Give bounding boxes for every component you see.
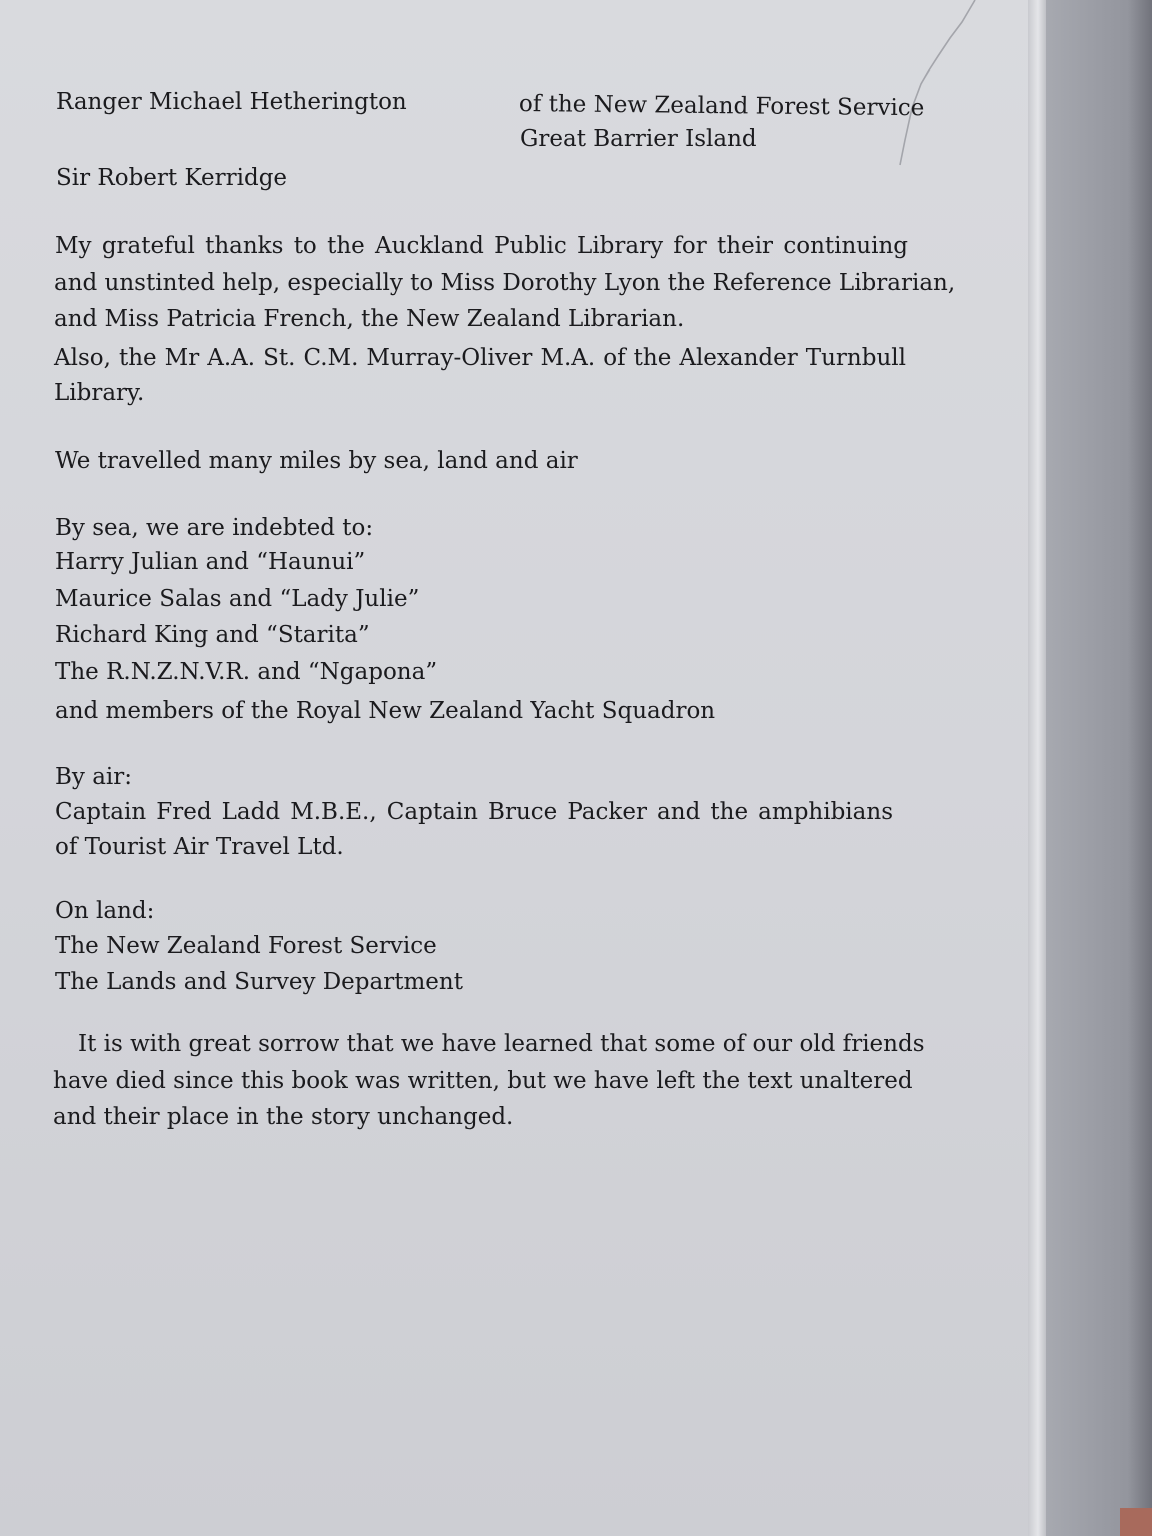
closing-line-1: It is with great sorrow that we have learned that some of our old friends	[78, 1031, 925, 1057]
library-line-4: Also, the Mr A.A. St. C.M. Murray-Oliver M.A. of the Alexander Turnbull	[54, 345, 906, 371]
ranger-name: Ranger Michael Hetherington	[56, 89, 407, 115]
spine-shadow	[1128, 0, 1152, 1536]
ranger-affiliation-line2: Great Barrier Island	[520, 126, 757, 152]
sir-name: Sir Robert Kerridge	[56, 165, 288, 191]
cover-corner	[1120, 1508, 1152, 1536]
on-land-item-1: The New Zealand Forest Service	[55, 933, 437, 959]
closing-line-2: have died since this book was written, but we have left the text unaltered	[53, 1068, 913, 1094]
by-sea-item-3: Richard King and “Starita”	[55, 622, 370, 648]
by-air-line-1: Captain Fred Ladd M.B.E., Captain Bruce Packer and the amphibians	[55, 799, 893, 825]
by-air-heading: By air:	[55, 764, 133, 790]
library-line-5: Library.	[54, 380, 145, 406]
library-line-2: and unstinted help, especially to Miss Dorothy Lyon the Reference Librarian,	[54, 270, 956, 296]
by-sea-item-4: The R.N.Z.N.V.R. and “Ngapona”	[55, 659, 438, 685]
travel-intro: We travelled many miles by sea, land and air	[55, 448, 578, 474]
by-sea-heading: By sea, we are indebted to:	[55, 515, 374, 541]
on-land-item-2: The Lands and Survey Department	[55, 969, 463, 995]
by-sea-item-2: Maurice Salas and “Lady Julie”	[55, 586, 420, 612]
ranger-affiliation-line1: of the New Zealand Forest Service	[518, 91, 925, 122]
library-line-1: My grateful thanks to the Auckland Public Library for their continuing	[55, 233, 908, 259]
on-land-heading: On land:	[55, 898, 155, 924]
library-line-3: and Miss Patricia French, the New Zealand Librarian.	[54, 306, 685, 332]
by-sea-item-1: Harry Julian and “Haunui”	[55, 549, 366, 575]
by-air-line-2: of Tourist Air Travel Ltd.	[55, 834, 344, 860]
by-sea-item-5: and members of the Royal New Zealand Yacht Squadron	[55, 698, 716, 724]
closing-line-3: and their place in the story unchanged.	[53, 1104, 514, 1130]
